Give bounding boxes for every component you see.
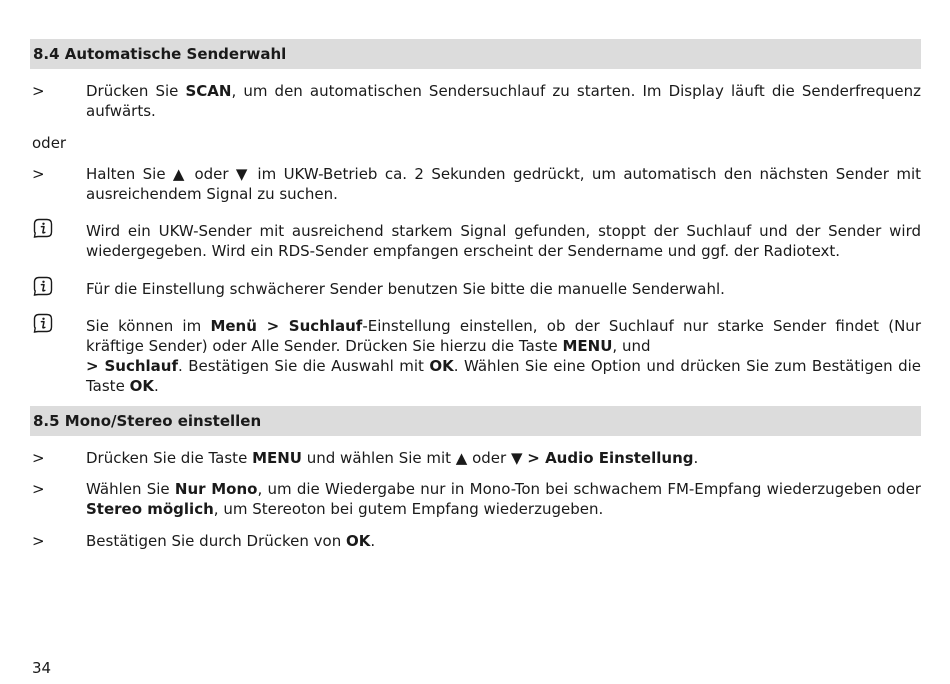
info-note-2 bbox=[30, 279, 921, 299]
step-text: Halten Sie ▲ oder ▼ im UKW-Betrieb ca. 2 Sekunden gedrückt, um automatisch den nächsten Sender mit ausreichendem Signal zu suchen. bbox=[86, 165, 921, 203]
step-text: Bestätigen Sie durch Drücken von OK. bbox=[86, 532, 376, 550]
info-note-3 bbox=[30, 316, 921, 396]
info-text: Wird ein UKW-Sender mit ausreichend starkem Signal gefunden, stoppt der Suchlauf und der Sender wird wiedergegeben. Wird ein RDS-Sender empfangen erscheint der Sendername und ggf. der Radiotext. bbox=[86, 222, 921, 260]
bullet-marker: > bbox=[32, 165, 45, 183]
info-text: Für die Einstellung schwächerer Sender benutzen Sie bitte die manuelle Senderwahl. bbox=[86, 280, 725, 298]
oder-text: oder bbox=[32, 134, 67, 152]
info-icon bbox=[33, 313, 53, 333]
step-mono-stereo bbox=[30, 479, 921, 519]
section-header-8-5: 8.5 Mono/Stereo einstellen bbox=[30, 406, 921, 436]
info-text: Sie können im Menü > Suchlauf-Einstellung einstellen, ob der Suchlauf nur starke Sender findet (Nur kräftige Sender) oder Alle Sender. Drücken Sie hierzu die Taste MENU, und > Suchlauf. Bestätigen Sie die Auswahl mit OK. Wählen Sie eine Option und drücken Sie zum Bestätigen die Taste OK. bbox=[86, 317, 922, 395]
info-icon bbox=[33, 276, 53, 296]
step-text: Drücken Sie SCAN, um den automatischen Sendersuchlauf zu starten. Im Display läuft die Senderfrequenz aufwärts. bbox=[86, 82, 922, 120]
step-confirm bbox=[30, 531, 921, 551]
bullet-marker: > bbox=[32, 82, 45, 100]
step-scan bbox=[30, 81, 921, 121]
bullet-marker: > bbox=[32, 449, 45, 467]
step-text: Drücken Sie die Taste MENU und wählen Sie mit ▲ oder ▼ > Audio Einstellung. bbox=[86, 449, 699, 467]
section-header-8-4: 8.4 Automatische Senderwahl bbox=[30, 39, 921, 69]
info-note-1 bbox=[30, 221, 921, 261]
step-hold bbox=[30, 164, 921, 204]
step-text: Wählen Sie Nur Mono, um die Wiedergabe nur in Mono-Ton bei schwachem FM-Empfang wiederzugeben oder Stereo möglich, um Stereoton bei gutem Empfang wiederzugeben. bbox=[86, 480, 921, 518]
page-number: 34 bbox=[32, 659, 52, 677]
step-menu bbox=[30, 448, 921, 468]
info-icon bbox=[33, 218, 53, 238]
bullet-marker: > bbox=[32, 532, 45, 550]
bullet-marker: > bbox=[32, 480, 45, 498]
